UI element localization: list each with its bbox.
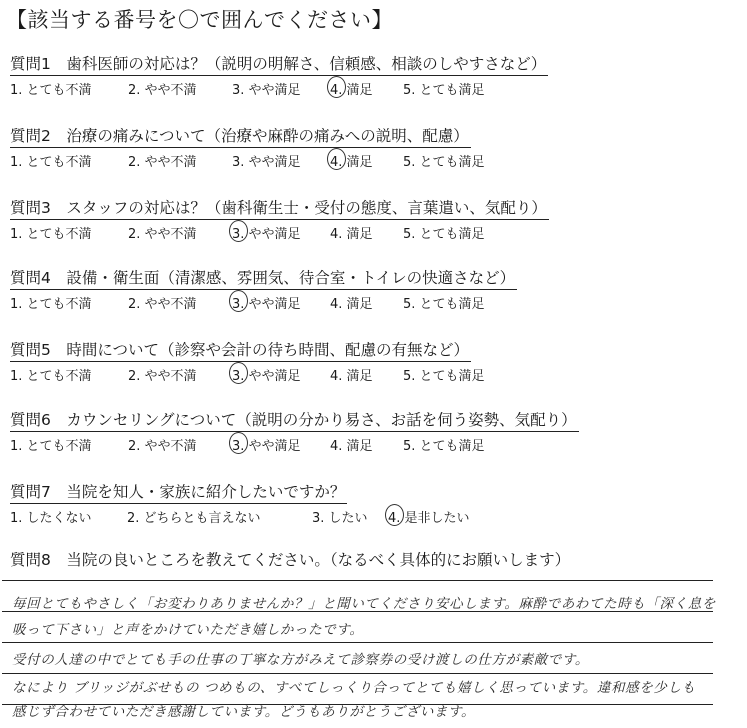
question-title: 質問5 時間について（診察や会計の待ち時間、配慮の有無など） <box>10 338 471 362</box>
answer-option-4[interactable]: 4. 満足 <box>330 227 373 242</box>
answer-rule-1 <box>2 580 713 581</box>
answer-option-4[interactable]: 4. 満足 <box>330 83 373 98</box>
answer-option-1[interactable]: 1. とても不満 <box>10 297 92 312</box>
question-5 <box>10 338 485 384</box>
answer-option-1[interactable]: 1. とても不満 <box>10 83 92 98</box>
answer-options <box>10 151 485 170</box>
question-8-title: 質問8 当院の良いところを教えてください。（なるべく具体的にお願いします） <box>10 551 571 569</box>
answer-options <box>10 365 485 384</box>
selected-circle-mark <box>327 148 346 170</box>
question-title: 質問7 当院を知人・家族に紹介したいですか？ <box>10 480 347 504</box>
answer-option-5[interactable]: 5. とても満足 <box>403 439 485 454</box>
answer-option-3[interactable]: 3. やや満足 <box>232 439 301 454</box>
answer-option-1[interactable]: 1. とても不満 <box>10 439 92 454</box>
answer-option-5[interactable]: 5. とても満足 <box>403 369 485 384</box>
answer-option-4[interactable]: 4. 満足 <box>330 297 373 312</box>
answer-option-2[interactable]: 2. やや不満 <box>128 297 197 312</box>
answer-option-3[interactable]: 3. やや満足 <box>232 297 301 312</box>
answer-options <box>10 223 549 241</box>
question-title: 質問4 設備・衛生面（清潔感、雰囲気、待合室・トイレの快適さなど） <box>10 266 517 290</box>
handwritten-answer-line: 吸って下さい」と声をかけていただき嬉しかったです。 <box>12 622 364 638</box>
answer-options <box>10 293 517 311</box>
answer-option-5[interactable]: 5. とても満足 <box>403 155 485 170</box>
question-3 <box>10 196 549 241</box>
selected-circle-mark <box>385 504 404 526</box>
question-1 <box>10 52 548 97</box>
answer-option-3[interactable]: 3. やや満足 <box>232 369 301 384</box>
page-title: 【該当する番号を〇で囲んでください】 <box>6 8 393 32</box>
handwritten-answer-line: 毎回とてもやさしく「お変わりありませんか？」と聞いてくださり安心します。麻酔であわてた時も「深く息を <box>12 596 716 612</box>
answer-option-1[interactable]: 1. とても不満 <box>10 155 92 170</box>
handwritten-answer-line: 感じず合わせていただき感謝しています。どうもありがとうございます。 <box>12 704 476 720</box>
selected-circle-mark <box>229 362 248 384</box>
answer-option-2[interactable]: 2. やや不満 <box>128 439 197 454</box>
question-title: 質問3 スタッフの対応は？（歯科衛生士・受付の態度、言葉遣い、気配り） <box>10 196 549 220</box>
selected-circle-mark <box>229 290 248 312</box>
answer-option-3[interactable]: 3. やや満足 <box>232 155 301 170</box>
answer-option-2[interactable]: 2. やや不満 <box>128 369 197 384</box>
answer-option-4[interactable]: 4. 是非したい <box>388 511 470 526</box>
handwritten-answer-line: なにより ブリッジがぶせもの つめもの、すべてしっくり合ってとても嬉しく思っています。違和感を少しも <box>12 680 696 696</box>
answer-option-4[interactable]: 4. 満足 <box>330 369 373 384</box>
question-2 <box>10 124 485 170</box>
answer-option-1[interactable]: 1. とても不満 <box>10 369 92 384</box>
question-7 <box>10 480 470 526</box>
answer-option-5[interactable]: 5. とても満足 <box>403 297 485 312</box>
answer-rule-3 <box>2 642 713 643</box>
answer-option-2[interactable]: 2. やや不満 <box>128 227 197 242</box>
question-title: 質問6 カウンセリングについて（説明の分かり易さ、お話を伺う姿勢、気配り） <box>10 408 579 432</box>
answer-options <box>10 79 548 97</box>
answer-option-2[interactable]: 2. やや不満 <box>128 155 197 170</box>
selected-circle-mark <box>327 76 346 98</box>
selected-circle-mark <box>229 220 248 242</box>
answer-option-1[interactable]: 1. したくない <box>10 511 92 526</box>
question-4 <box>10 266 517 311</box>
answer-option-2[interactable]: 2. どちらとも言えない <box>127 511 261 526</box>
answer-option-4[interactable]: 4. 満足 <box>330 439 373 454</box>
answer-option-2[interactable]: 2. やや不満 <box>128 83 197 98</box>
answer-option-3[interactable]: 3. やや満足 <box>232 83 301 98</box>
answer-option-4[interactable]: 4. 満足 <box>330 155 373 170</box>
question-title: 質問1 歯科医師の対応は？（説明の明解さ、信頼感、相談のしやすさなど） <box>10 52 548 76</box>
answer-option-5[interactable]: 5. とても満足 <box>403 227 485 242</box>
answer-option-3[interactable]: 3. したい <box>312 511 368 526</box>
question-6 <box>10 408 579 453</box>
answer-option-5[interactable]: 5. とても満足 <box>403 83 485 98</box>
selected-circle-mark <box>229 432 248 454</box>
answer-option-1[interactable]: 1. とても不満 <box>10 227 92 242</box>
answer-option-3[interactable]: 3. やや満足 <box>232 227 301 242</box>
answer-options <box>10 435 579 453</box>
handwritten-answer-line: 受付の人達の中でとても手の仕事の丁寧な方がみえて診察券の受け渡しの仕方が素敵です。 <box>12 652 590 668</box>
answer-options <box>10 507 470 526</box>
question-title: 質問2 治療の痛みについて（治療や麻酔の痛みへの説明、配慮） <box>10 124 471 148</box>
answer-rule-4 <box>2 673 713 674</box>
